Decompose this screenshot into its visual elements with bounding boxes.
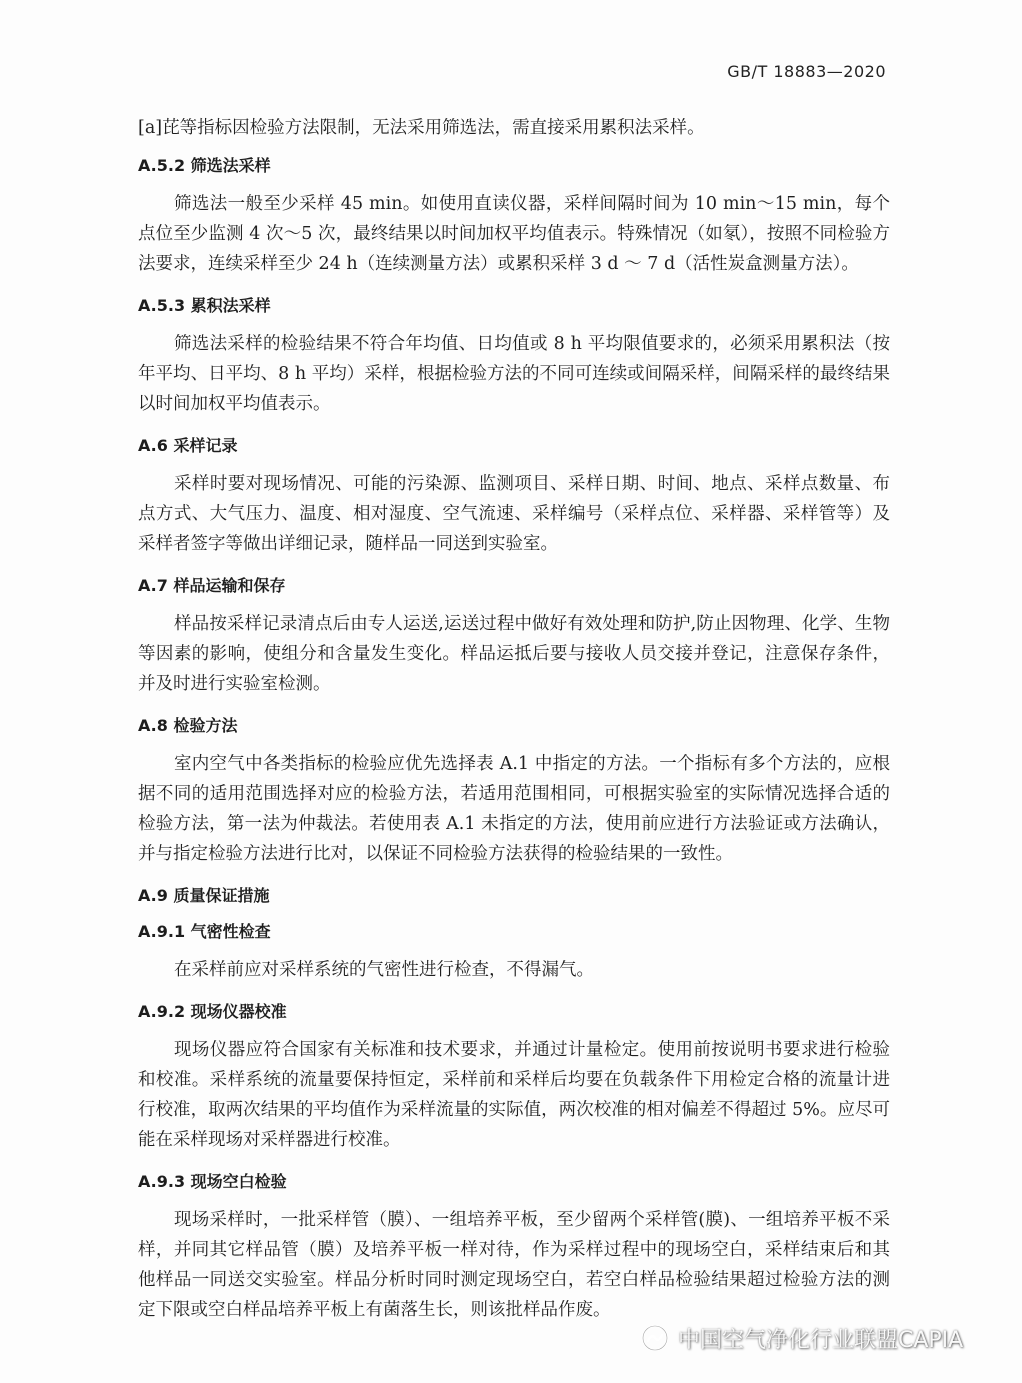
paragraph-a52: 筛选法一般至少采样 45 min。如使用直读仪器，采样间隔时间为 10 min～15 min，每个点位至少监测 4 次～5 次，最终结果以时间加权平均值表示。特殊情况（如氡），按照不同检验方法要求，连续采样至少 24 h（连续测量方法）或累积采样 3 d ～ 7 d（活性炭盒测量方法）。	[138, 194, 890, 274]
heading-a53: A.5.3 累积法采样	[138, 296, 271, 315]
paragraph-a53: 筛选法采样的检验结果不符合年均值、日均值或 8 h 平均限值要求的，必须采用累积法（按年平均、日平均、8 h 平均）采样，根据检验方法的不同可连续或间隔采样，间隔采样的最终结果以时间加权平均值表示。	[138, 334, 890, 414]
paragraph-a6: 采样时要对现场情况、可能的污染源、监测项目、采样日期、时间、地点、采样点数量、布点方式、大气压力、温度、相对湿度、空气流速、采样编号（采样点位、采样器、采样管等）及采样者签字等做出详细记录，随样品一同送到实验室。	[138, 474, 890, 554]
wechat-channel-icon	[640, 1323, 670, 1353]
heading-a7: A.7 样品运输和保存	[138, 576, 286, 595]
watermark	[640, 1318, 963, 1358]
heading-a9: A.9 质量保证措施	[138, 886, 270, 905]
standard-number: GB/T 18883—2020	[727, 62, 886, 81]
paragraph-a92: 现场仪器应符合国家有关标准和技术要求，并通过计量检定。使用前按说明书要求进行检验和校准。采样系统的流量要保持恒定，采样前和采样后均要在负载条件下用检定合格的流量计进行校准，取两次结果的平均值作为采样流量的实际值，两次校准的相对偏差不得超过 5%。应尽可能在采样现场对采样器进行校准。	[138, 1040, 890, 1150]
paragraph-a91: 在采样前应对采样系统的气密性进行检查，不得漏气。	[174, 960, 594, 980]
paragraph-a8: 室内空气中各类指标的检验应优先选择表 A.1 中指定的方法。一个指标有多个方法的，应根据不同的适用范围选择对应的检验方法，若适用范围相同，可根据实验室的实际情况选择合适的检验方法，第一法为仲裁法。若使用表 A.1 未指定的方法，使用前应进行方法验证或方法确认，并与指定检验方法进行比对，以保证不同检验方法获得的检验结果的一致性。	[138, 754, 890, 864]
heading-a52: A.5.2 筛选法采样	[138, 156, 271, 175]
intro-note: [a]芘等指标因检验方法限制，无法采用筛选法，需直接采用累积法采样。	[138, 118, 705, 138]
heading-a91: A.9.1 气密性检查	[138, 922, 271, 941]
document-body	[138, 113, 890, 1325]
paragraph-a7: 样品按采样记录清点后由专人运送,运送过程中做好有效处理和防护,防止因物理、化学、生物等因素的影响，使组分和含量发生变化。样品运抵后要与接收人员交接并登记，注意保存条件，并及时进行实验室检测。	[138, 614, 890, 694]
heading-a92: A.9.2 现场仪器校准	[138, 1002, 287, 1021]
heading-a8: A.8 检验方法	[138, 716, 238, 735]
heading-a93: A.9.3 现场空白检验	[138, 1172, 287, 1191]
watermark-text: 中国空气净化行业联盟CAPIA	[678, 1327, 964, 1353]
paragraph-a93: 现场采样时，一批采样管（膜）、一组培养平板，至少留两个采样管(膜)、一组培养平板不采样，并同其它样品管（膜）及培养平板一样对待，作为采样过程中的现场空白，采样结束后和其他样品一同送交实验室。样品分析时同时测定现场空白，若空白样品检验结果超过检验方法的测定下限或空白样品培养平板上有菌落生长，则该批样品作废。	[138, 1210, 890, 1320]
heading-a6: A.6 采样记录	[138, 436, 238, 455]
